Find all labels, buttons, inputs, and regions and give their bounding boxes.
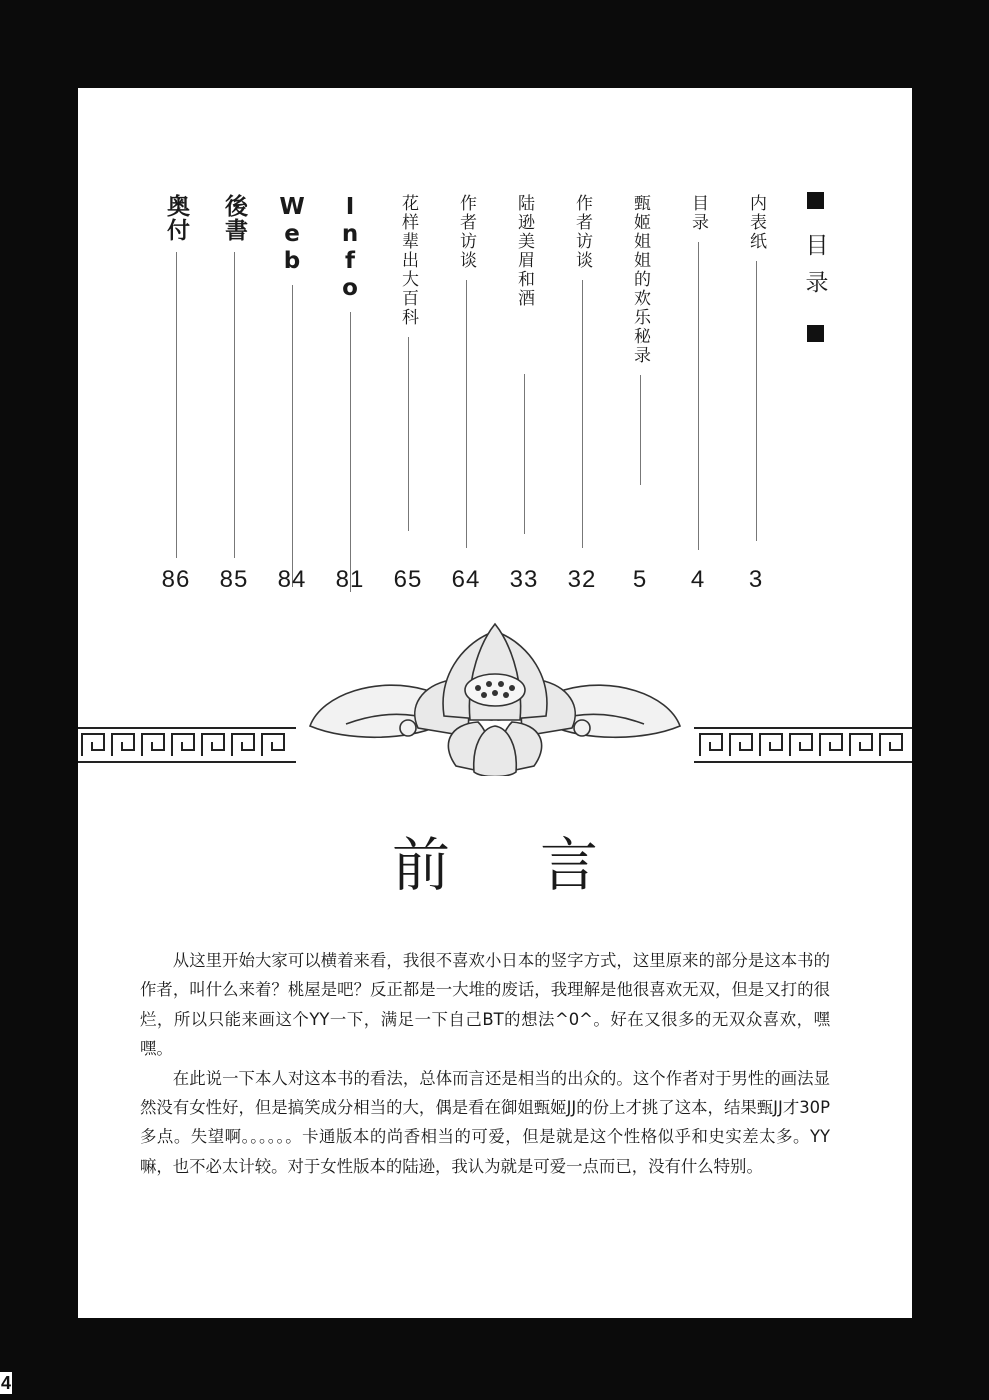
toc-entry-page: 4 — [690, 566, 706, 593]
toc-entry-page: 65 — [393, 566, 423, 593]
toc-entry-title: Info — [337, 194, 363, 302]
toc-leader-line — [756, 261, 757, 541]
toc-entry-page: 85 — [219, 566, 249, 593]
toc-entry — [678, 194, 718, 550]
toc-entry-title: 内表纸 — [746, 194, 766, 251]
toc-leader-line — [176, 252, 177, 558]
toc-entry-page: 3 — [748, 566, 764, 593]
page-number: 4 — [0, 1373, 11, 1393]
toc-entry — [562, 194, 602, 548]
square-bullet-icon — [807, 325, 824, 342]
preface-title: 前言 — [391, 831, 688, 899]
meander-border-right-icon — [694, 728, 912, 762]
toc-entry — [272, 194, 312, 587]
toc-entry-page: 64 — [451, 566, 481, 593]
toc-entry — [388, 194, 428, 531]
document-page — [78, 88, 912, 1318]
toc-entry-title: 甄姬姐姐的欢乐秘录 — [630, 194, 650, 365]
toc-entry-title: 奥付 — [163, 194, 189, 242]
toc-leader-line — [408, 337, 409, 531]
toc-entry — [156, 194, 196, 558]
toc-entry-title: 目录 — [688, 194, 708, 232]
toc-heading — [800, 192, 830, 342]
toc-entry-page: 81 — [335, 566, 365, 593]
toc-entry-title: 作者访谈 — [456, 194, 476, 270]
lotus-ornament — [78, 616, 912, 776]
toc-entry — [330, 194, 370, 592]
toc-leader-line — [582, 280, 583, 548]
preface-body — [140, 946, 830, 1181]
square-bullet-icon — [807, 192, 824, 209]
toc-entry-page: 86 — [161, 566, 191, 593]
toc-entry-title: Web — [279, 194, 305, 275]
toc-leader-line — [292, 285, 293, 587]
toc-entry — [736, 194, 776, 541]
preface-paragraph: 在此说一下本人对这本书的看法，总体而言还是相当的出众的。这个作者对于男性的画法显然没有女性好，但是搞笑成分相当的大，偶是看在御姐甄姬JJ的份上才挑了这本，结果甄JJ才30P多点。失望啊。。。。。。卡通版本的尚香相当的可爱，但是就是这个性格似乎和史实差太多。YY嘛，也不必太计较。对于女性版本的陆逊，我认为就是可爱一点而已，没有什么特别。 — [140, 1068, 830, 1176]
toc-entry-title: 陆逊美眉和酒 — [514, 194, 534, 308]
toc-entry-title: 後書 — [221, 194, 247, 242]
toc-entry — [214, 194, 254, 558]
toc-entry-page: 32 — [567, 566, 597, 593]
toc-heading-text: 目录 — [801, 233, 828, 307]
toc-leader-line — [466, 280, 467, 548]
preface-paragraph: 从这里开始大家可以横着来看，我很不喜欢小日本的竖字方式，这里原来的部分是这本书的作者，叫什么来着？桃屋是吧？反正都是一大堆的废话，我理解是他很喜欢无双，但是又打的很烂，所以只能来画这个YY一下，满足一下自己BT的想法^0^。好在又很多的无双众喜欢，嘿嘿。 — [140, 951, 830, 1059]
toc-leader-line — [350, 312, 351, 592]
toc-entry-title: 作者访谈 — [572, 194, 592, 270]
toc-entry-title: 花样辈出大百科 — [398, 194, 418, 327]
toc-entry — [504, 194, 544, 534]
toc-entry-page: 5 — [632, 566, 648, 593]
meander-border-left-icon — [78, 728, 296, 762]
toc-entry — [620, 194, 660, 485]
toc-leader-line — [640, 375, 641, 485]
toc-entry-page: 84 — [277, 566, 307, 593]
toc-leader-line — [698, 242, 699, 550]
lotus-flower-icon — [415, 624, 575, 776]
toc-entry-page: 33 — [509, 566, 539, 593]
toc-leader-line — [524, 374, 525, 534]
toc-leader-line — [234, 252, 235, 558]
toc-entry — [446, 194, 486, 548]
